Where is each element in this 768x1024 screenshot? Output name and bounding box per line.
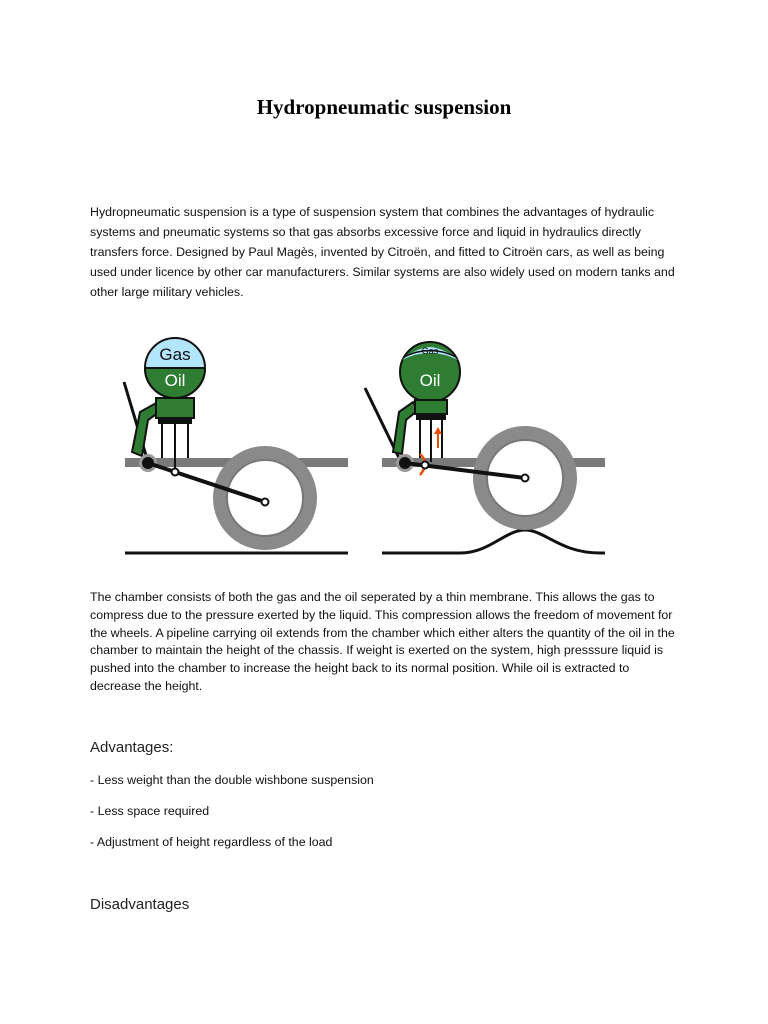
advantage-item: - Adjustment of height regardless of the load: [90, 835, 333, 849]
intro-paragraph: Hydropneumatic suspension is a type of suspension system that combines the advantages of hydraulic systems and pneumatic systems so that gas absorbs excessive force and liquid in hydraulics directly transfers force. Designed by Paul Magès, invented by Citroën, and fitted to Citroën cars, as well as being used under licence by other car manufacturers. Similar systems are also widely used on modern tanks and other large military vehicles.: [90, 205, 675, 299]
advantage-item: - Less space required: [90, 804, 210, 818]
right-oil-label: Oil: [419, 371, 441, 390]
right-ground-bump: [382, 530, 605, 553]
explanation-paragraph: The chamber consists of both the gas and the oil seperated by a thin membrane. This allows the gas to compress due to the pressure exerted by the liquid. This compression allows the freedom of movement for the wheels. A pipeline carrying oil extends from the chamber which either alters the quantity of the oil in the chamber to maintain the height of the chassis. If weight is exerted on the system, high presssure liquid is pushed into the chamber to increase the height back to its normal position. While oil is extracted to decrease the height.: [90, 590, 675, 693]
right-diagram: [365, 342, 605, 553]
suspension-diagram: [110, 330, 620, 570]
right-cylinder: [415, 400, 447, 414]
advantages-heading: Advantages:: [90, 739, 174, 756]
left-axle: [262, 499, 269, 506]
left-cylinder: [156, 398, 194, 418]
right-piston: [416, 414, 446, 420]
left-diagram: [124, 338, 348, 553]
suspension-diagram-svg: [110, 330, 620, 570]
page-title: Hydropneumatic suspension: [256, 95, 512, 119]
left-piston: [158, 418, 192, 424]
advantage-item: - Less weight than the double wishbone suspension: [90, 773, 374, 787]
right-axle: [522, 475, 529, 482]
left-oil-label: Oil: [164, 371, 186, 390]
right-gas-label: Gas: [421, 346, 439, 356]
left-gas-label: Gas: [159, 345, 191, 364]
disadvantages-heading: Disadvantages: [90, 896, 190, 913]
